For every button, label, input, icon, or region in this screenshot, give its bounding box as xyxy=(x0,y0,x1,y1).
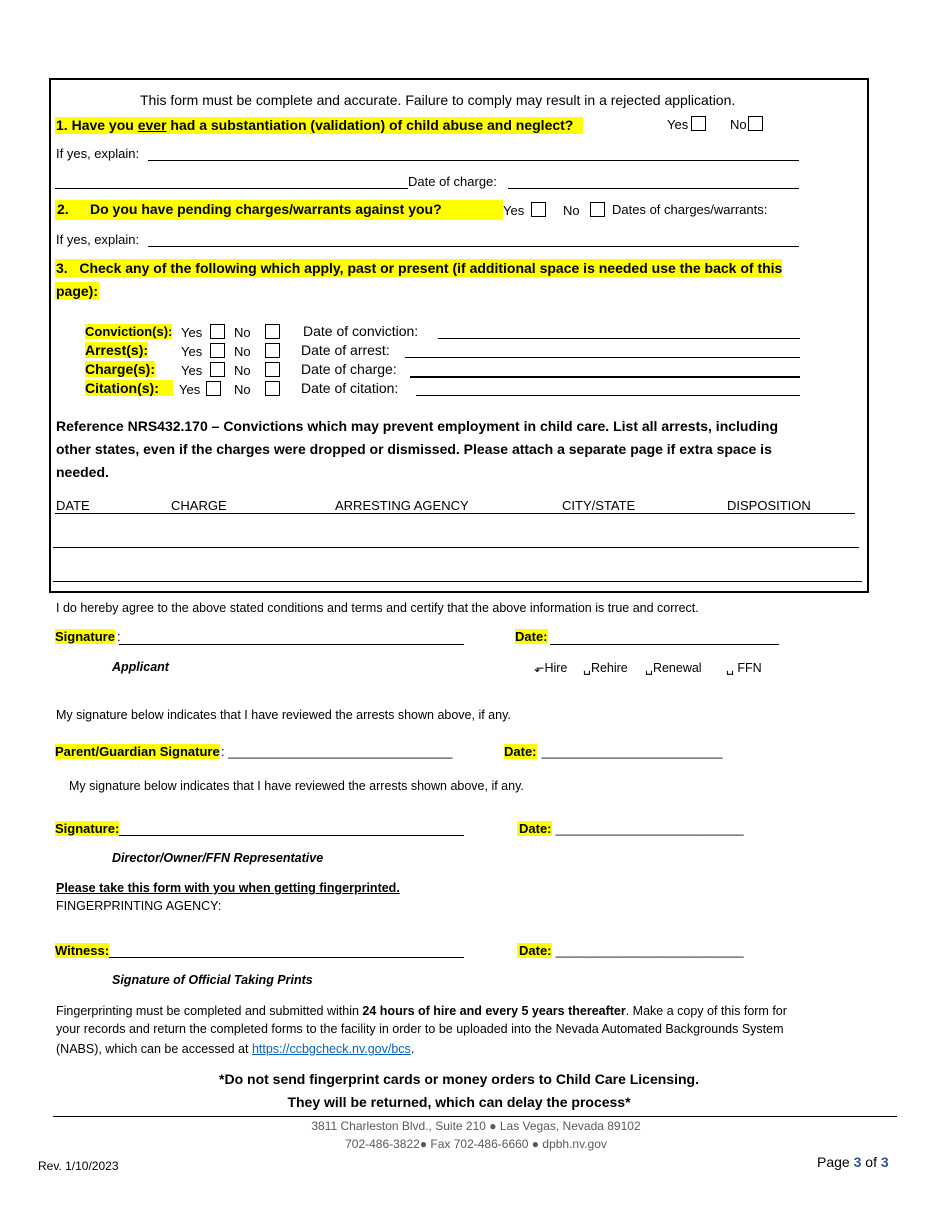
rehire-option[interactable]: ␣Rehire xyxy=(583,661,628,675)
q1-date-label: Date of charge: xyxy=(408,174,497,189)
charge-yes[interactable]: Yes xyxy=(181,362,225,378)
warning-line-1: *Do not send fingerprint cards or money orders to Child Care Licensing. xyxy=(219,1071,699,1087)
director-signature-label: Signature: xyxy=(55,821,120,836)
nabs-link[interactable]: https://ccbgcheck.nv.gov/bcs xyxy=(251,1042,411,1056)
ffn-option[interactable]: ␣ FFN xyxy=(726,661,762,675)
parent-date-line[interactable]: _________________________ xyxy=(538,744,723,759)
arrest-no[interactable]: No xyxy=(234,343,280,359)
hire-checkbox-icon[interactable]: ⬐ xyxy=(534,661,545,675)
q2-number: 2. xyxy=(57,201,69,217)
conviction-yes-checkbox[interactable] xyxy=(210,324,225,339)
notice: This form must be complete and accurate. Failure to comply may result in a rejected application. xyxy=(140,92,736,108)
conviction-label: Conviction(s): xyxy=(85,324,173,339)
col-disposition: DISPOSITION xyxy=(727,498,811,513)
q1-no[interactable]: No xyxy=(730,116,763,132)
parent-signature-line[interactable]: : _______________________________ xyxy=(221,744,453,759)
applicant-date-line[interactable] xyxy=(550,644,779,645)
arrest-yes-checkbox[interactable] xyxy=(210,343,225,358)
col-date: DATE xyxy=(56,498,90,513)
charge-date-line[interactable] xyxy=(410,376,800,378)
applicant-caption: Applicant xyxy=(112,660,169,674)
q1-date-line[interactable] xyxy=(508,188,799,189)
charge-yes-checkbox[interactable] xyxy=(210,362,225,377)
conviction-date-line[interactable] xyxy=(438,338,800,339)
witness-date-line[interactable]: __________________________ xyxy=(552,943,744,958)
page-number: Page 3 of 3 xyxy=(817,1154,889,1170)
citation-label: Citation(s): xyxy=(85,380,173,396)
citation-no-checkbox[interactable] xyxy=(265,381,280,396)
charge-label: Charge(s): xyxy=(85,361,156,377)
arrest-date-line[interactable] xyxy=(405,357,800,358)
reference-line-3: needed. xyxy=(56,464,109,480)
col-arresting-agency: ARRESTING AGENCY xyxy=(335,498,469,513)
parent-signature-label: Parent/Guardian Signature xyxy=(55,744,220,759)
certify-text: I do hereby agree to the above stated conditions and terms and certify that the above information is true and correct. xyxy=(56,601,699,615)
director-date-label: Date: xyxy=(519,821,552,836)
applicant-signature-label: Signature xyxy=(55,629,115,644)
conviction-no-checkbox[interactable] xyxy=(265,324,280,339)
footer-address: 3811 Charleston Blvd., Suite 210 ● Las Vegas, Nevada 89102 xyxy=(311,1119,641,1133)
q2-explain-line[interactable] xyxy=(148,246,799,247)
citation-yes-checkbox[interactable] xyxy=(206,381,221,396)
fingerprint-note: Please take this form with you when getting fingerprinted. xyxy=(56,881,400,895)
citation-no[interactable]: No xyxy=(234,381,280,397)
col-charge: CHARGE xyxy=(171,498,227,513)
rehire-checkbox-icon[interactable]: ␣ xyxy=(583,661,591,675)
director-caption: Director/Owner/FFN Representative xyxy=(112,851,324,865)
arrest-no-checkbox[interactable] xyxy=(265,343,280,358)
reference-line-2: other states, even if the charges were dropped or dismissed. Please attach a separate page if extra space is xyxy=(56,441,772,457)
renewal-checkbox-icon[interactable]: ␣ xyxy=(645,661,653,675)
q1-explain-line-2[interactable] xyxy=(55,188,408,189)
footer-contact: 702-486-3822● Fax 702-486-6660 ● dpbh.nv.gov xyxy=(345,1137,607,1151)
paragraph-line-2: your records and return the completed forms to the facility in order to be uploaded into the Nevada Automated Backgrounds System xyxy=(56,1022,784,1036)
conviction-no[interactable]: No xyxy=(234,324,280,340)
witness-caption: Signature of Official Taking Prints xyxy=(112,973,313,987)
arrest-yes[interactable]: Yes xyxy=(181,343,225,359)
table-row-line[interactable] xyxy=(53,547,859,548)
charge-no[interactable]: No xyxy=(234,362,280,378)
table-row-line[interactable] xyxy=(53,581,862,582)
q1-yes[interactable]: Yes xyxy=(667,116,706,132)
q2-no-checkbox[interactable] xyxy=(590,202,605,217)
witness-signature-line[interactable] xyxy=(109,957,464,958)
applicant-colon: : xyxy=(117,629,121,644)
q1-explain-line[interactable] xyxy=(148,160,799,161)
question-3-line2: page): xyxy=(56,283,98,299)
question-1: 1. Have you ever had a substantiation (validation) of child abuse and neglect? xyxy=(55,117,583,134)
parent-date-label: Date: xyxy=(504,744,537,759)
q2-yes-checkbox[interactable] xyxy=(531,202,546,217)
applicant-date-label: Date: xyxy=(515,629,548,644)
q2-no[interactable]: No xyxy=(563,202,605,218)
question-3-line1: 3. Check any of the following which apply, past or present (if additional space is needed use the back of this xyxy=(56,260,783,276)
review-text-2: My signature below indicates that I have reviewed the arrests shown above, if any. xyxy=(69,779,524,793)
witness-signature-label: Witness: xyxy=(55,943,110,958)
question-2: Do you have pending charges/warrants against you? xyxy=(90,201,442,217)
citation-date-label: Date of citation: xyxy=(301,380,399,396)
q1-yes-checkbox[interactable] xyxy=(691,116,706,131)
q1-no-checkbox[interactable] xyxy=(748,116,763,131)
paragraph-line-3: (NABS), which can be accessed at https://ccbgcheck.nv.gov/bcs. xyxy=(56,1042,415,1056)
director-date-line[interactable]: __________________________ xyxy=(552,821,744,836)
q2-dates-label: Dates of charges/warrants: xyxy=(612,202,768,217)
citation-date-line[interactable] xyxy=(416,395,800,396)
footer-divider xyxy=(53,1116,897,1117)
fingerprinting-agency-label: FINGERPRINTING AGENCY: xyxy=(56,899,222,913)
director-signature-line[interactable] xyxy=(119,835,464,836)
citation-yes[interactable]: Yes xyxy=(179,381,221,397)
charge-date-label: Date of charge: xyxy=(301,361,397,377)
reference-line-1: Reference NRS432.170 – Convictions which may prevent employment in child care. List all arrests, including xyxy=(56,418,779,434)
review-text-1: My signature below indicates that I have reviewed the arrests shown above, if any. xyxy=(56,708,511,722)
ffn-checkbox-icon[interactable]: ␣ xyxy=(726,661,734,675)
conviction-date-label: Date of conviction: xyxy=(303,323,419,339)
q2-yes[interactable]: Yes xyxy=(503,202,546,218)
witness-date-label: Date: xyxy=(519,943,552,958)
q1-explain-label: If yes, explain: xyxy=(56,146,140,161)
arrest-date-label: Date of arrest: xyxy=(301,342,390,358)
paragraph-line-1: Fingerprinting must be completed and submitted within 24 hours of hire and every 5 years thereafter. Make a copy of this form for xyxy=(56,1004,787,1018)
conviction-yes[interactable]: Yes xyxy=(181,324,225,340)
renewal-option[interactable]: ␣Renewal xyxy=(645,661,702,675)
col-city-state: CITY/STATE xyxy=(562,498,636,513)
charge-no-checkbox[interactable] xyxy=(265,362,280,377)
hire-option[interactable]: ⬐Hire xyxy=(534,661,568,675)
table-header-line xyxy=(55,513,855,514)
applicant-signature-line[interactable] xyxy=(119,644,464,645)
q2-explain-label: If yes, explain: xyxy=(56,232,140,247)
warning-line-2: They will be returned, which can delay the process* xyxy=(287,1094,631,1110)
arrest-label: Arrest(s): xyxy=(85,342,149,358)
revision-date: Rev. 1/10/2023 xyxy=(38,1159,119,1173)
